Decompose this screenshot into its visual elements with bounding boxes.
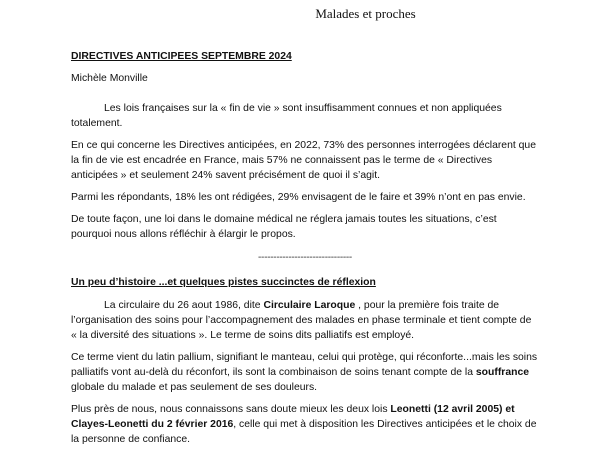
- paragraph-2: En ce qui concerne les Directives anticipées, en 2022, 73% des personnes interrogées déclarent que la fin de vie est encadrée en France, mais 57% ne connaissent pas le terme de « Directives anticipées » et seulement 24% savent précisément de quoi il s’agit.: [71, 140, 536, 181]
- paragraph-3: Parmi les répondants, 18% les ont rédigées, 29% envisagent de le faire et 39% n’ont en pas envie.: [71, 192, 526, 203]
- paragraph-6: [71, 350, 539, 395]
- section-title: Un peu d’histoire ...et quelques pistes succinctes de réflexion: [71, 277, 376, 288]
- document-title: DIRECTIVES ANTICIPEES SEPTEMBRE 2024: [71, 51, 292, 62]
- paragraph-7-bold: Leonetti (12 avril 2005) et Clayes-Leonetti du 2 février 2016: [71, 404, 515, 430]
- document-body: [71, 49, 539, 447]
- paragraph-1: Les lois françaises sur la « fin de vie » sont insuffisamment connues et non appliquées totalement.: [71, 103, 502, 129]
- paragraph-5-bold: Circulaire Laroque: [263, 300, 356, 311]
- paragraph-6-text-c: globale du malade et pas seulement de ses douleurs.: [71, 382, 318, 393]
- paragraph-6-bold: souffrance: [475, 367, 530, 378]
- paragraph-4: De toute façon, une loi dans le domaine médical ne réglera jamais toutes les situations, c’est pourquoi nous allons réfléchir à élargir le propos.: [71, 214, 497, 240]
- paragraph-5: [71, 298, 539, 343]
- header-text: Malades et proches: [315, 6, 416, 21]
- paragraph-5-text-c: , pour la première fois traite de l’organisation des soins pour l’accompagnement des malades en phase terminale et tient compte de « la diversité des situations ». Le terme de soins dits palliatifs est employé.: [71, 300, 532, 341]
- separator-line: -------------------------------: [258, 252, 352, 263]
- paragraph-7-text-a: Plus près de nous, nous connaissons sans doute mieux les deux lois: [71, 404, 391, 415]
- paragraph-7-text-c: , celle qui met à disposition les Directives anticipées et le choix de la personne de confiance.: [71, 419, 537, 445]
- page-header: [0, 6, 595, 22]
- paragraph-6-text-a: Ce terme vient du latin pallium, signifiant le manteau, celui qui protège, qui réconforte...mais les soins palliatifs vont au-delà du réconfort, ils sont la combinaison de soins tenant compte de la: [71, 352, 538, 378]
- paragraph-5-text-a: La circulaire du 26 aout 1986, dite: [104, 300, 264, 311]
- paragraph-7: [71, 402, 539, 447]
- document-author: Michèle Monville: [71, 73, 148, 84]
